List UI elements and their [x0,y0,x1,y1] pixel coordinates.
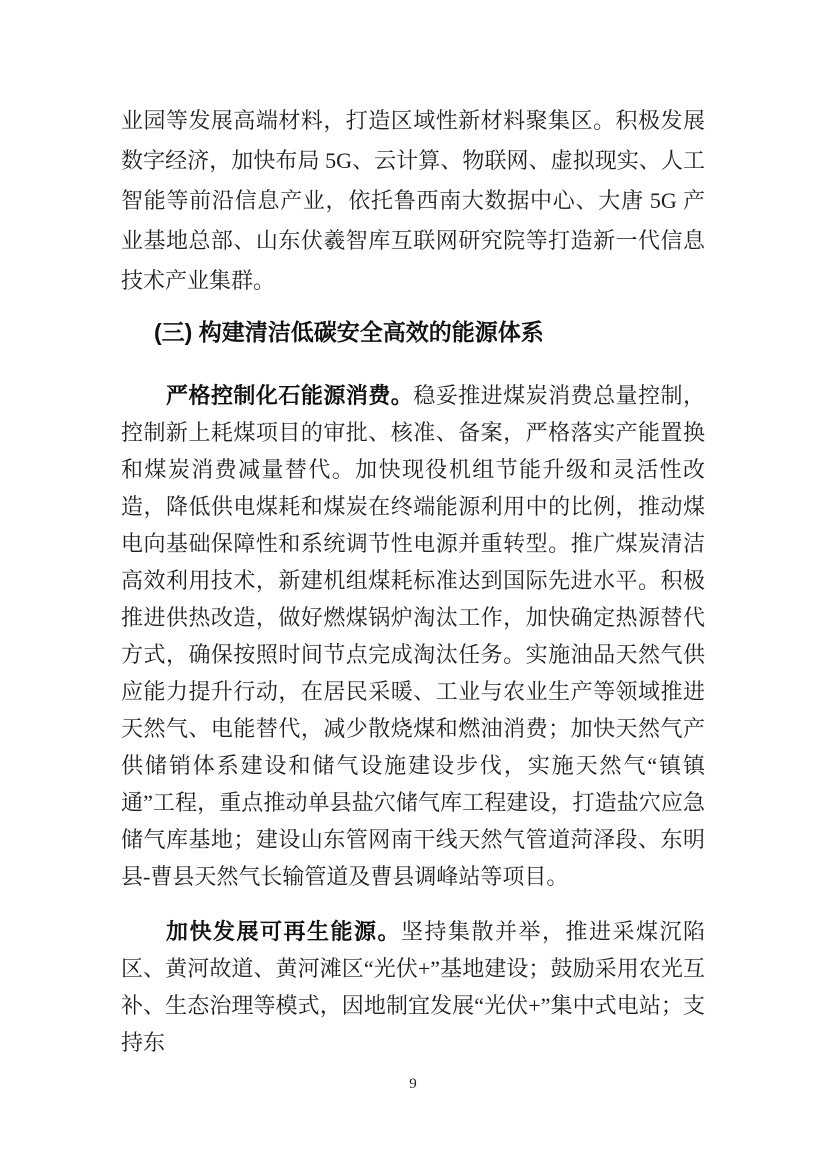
paragraph-fossil-text: 稳妥推进煤炭消费总量控制，控制新上耗煤项目的审批、核准、备案，严格落实产能置换和煤炭消费减量替代。加快现役机组节能升级和灵活性改造，降低供电煤耗和煤炭在终端能源利用中的比例，推动煤电向基础保障性和系统调节性电源并重转型。推广煤炭清洁高效利用技术，新建机组煤耗标准达到国际先进水平。积极推进供热改造，做好燃煤锅炉淘汰工作，加快确定热源替代方式，确保按照时间节点完成淘汰任务。实施油品天然气供应能力提升行动，在居民采暖、工业与农业生产等领域推进天然气、电能替代，减少散烧煤和燃油消费；加快天然气产供储销体系建设和储气设施建设步伐，实施天然气“镇镇通”工程，重点推动单县盐穴储气库工程建设，打造盐穴应急储气库基地；建设山东管网南干线天然气管道菏泽段、东明县-曹县天然气长输管道及曹县调峰站等项目。 [121,383,705,889]
paragraph-renewable-text: 坚持集散并举，推进采煤沉陷区、黄河故道、黄河滩区“光伏+”基地建设；鼓励采用农光互补、生态治理等模式，因地制宜发展“光伏+”集中式电站；支持东 [121,919,705,1055]
paragraph-fossil-energy [121,377,705,895]
paragraph-renewable-lead: 加快发展可再生能源。 [166,919,401,944]
paragraph-renewable-energy [121,913,705,1061]
page-content [121,0,705,1061]
paragraph-continuation: 业园等发展高端材料，打造区域性新材料聚集区。积极发展数字经济，加快布局 5G、云计算、物联网、虚拟现实、人工智能等前沿信息产业，依托鲁西南大数据中心、大唐 5G 产业基地总部、山东伏羲智库互联网研究院等打造新一代信息技术产业集群。 [121,108,705,293]
paragraph-fossil-lead: 严格控制化石能源消费。 [166,383,414,408]
section-heading: (三) 构建清洁低碳安全高效的能源体系 [154,319,544,345]
page-number: 9 [409,1076,417,1092]
